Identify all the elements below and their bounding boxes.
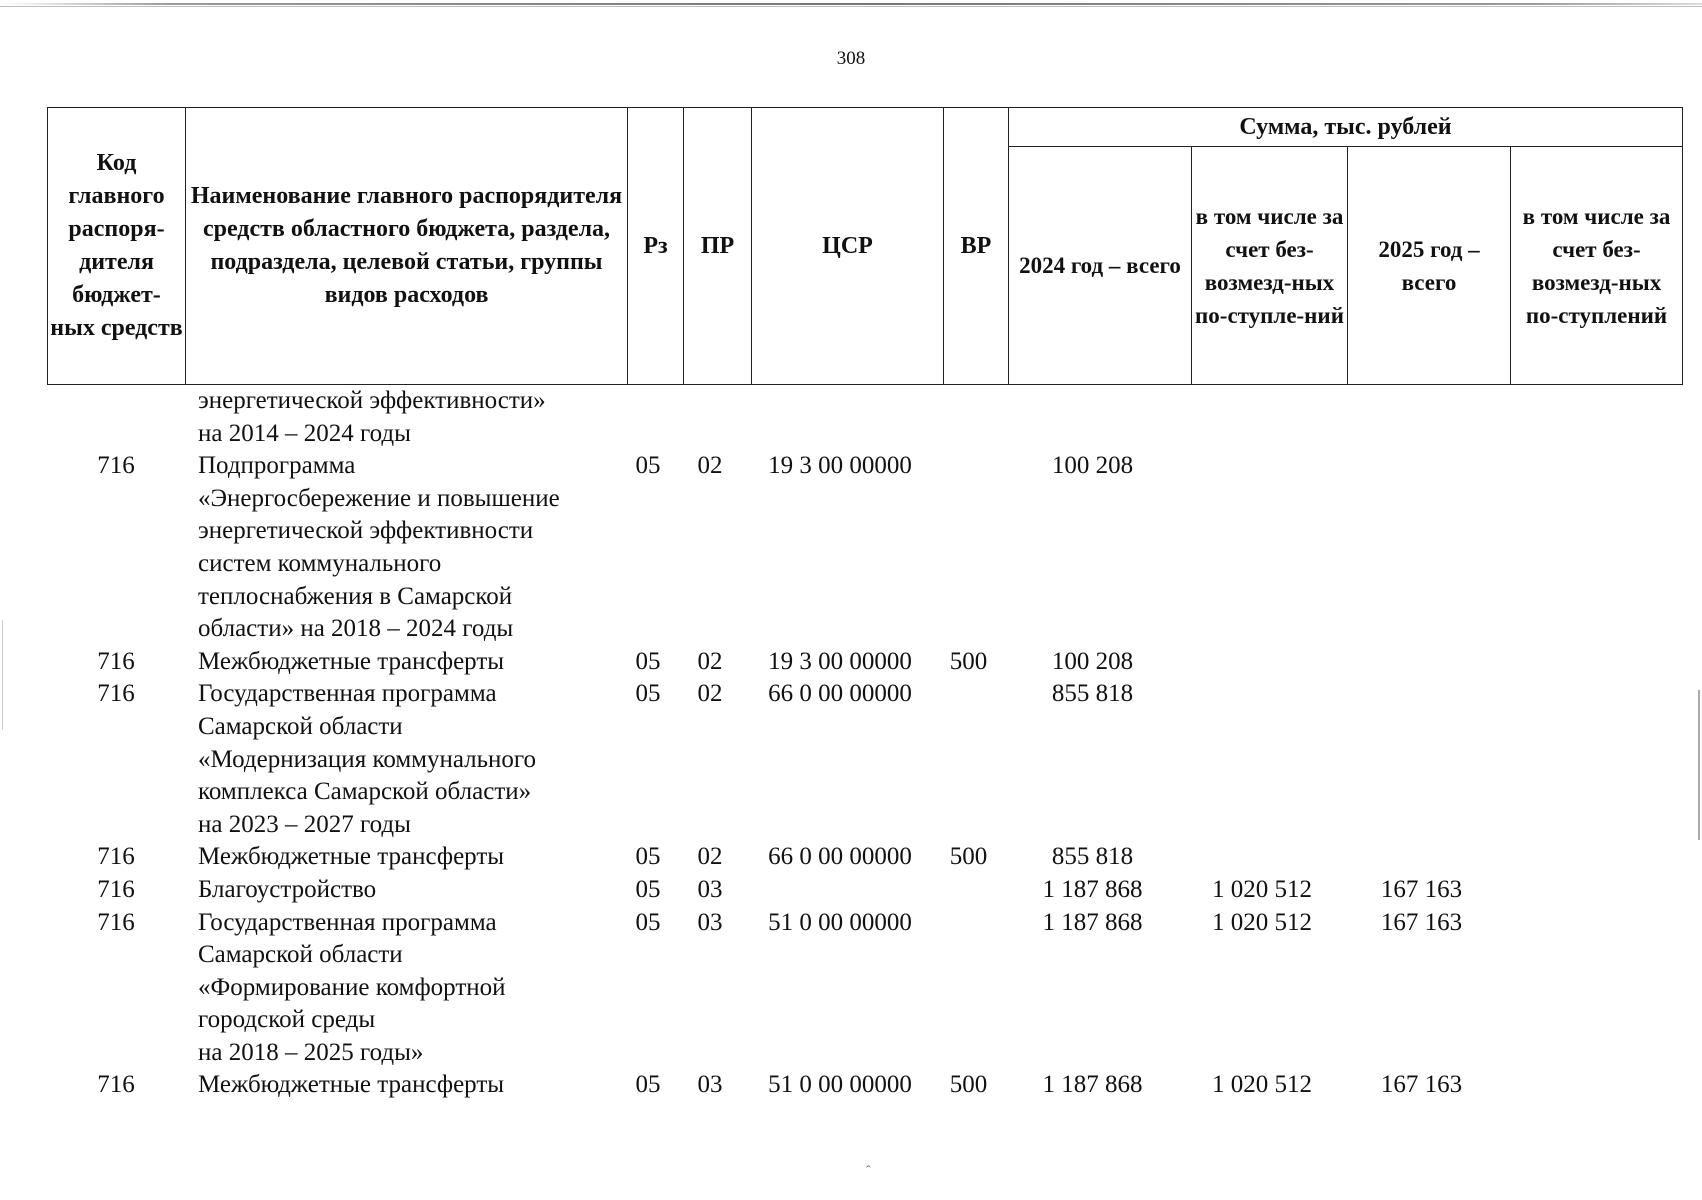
scan-artifact-top-thin (0, 6, 1702, 7)
cell-csr (744, 874, 936, 907)
cell-csr: 19 3 00 00000 (768, 452, 912, 480)
table-row (47, 385, 1682, 450)
cell-code: 716 (97, 680, 135, 708)
name-line: на 2014 – 2024 годы (198, 419, 411, 447)
cell-grants-2024: 1 020 512 (1212, 875, 1312, 903)
cell-sum-2025: 167 163 (1380, 908, 1463, 936)
cell-grants-2024: 1 020 512 (1212, 908, 1312, 936)
cell-vr (936, 385, 1001, 450)
cell-name (185, 874, 620, 907)
name-line: Благоустройство (198, 875, 377, 903)
cell-sum-2024: 1 187 868 (1042, 875, 1143, 903)
cell-pr: 02 (697, 647, 723, 675)
scan-speck: ˆ (866, 1164, 871, 1179)
cell-sum-2024: 855 818 (1051, 843, 1134, 871)
cell-name (185, 841, 620, 874)
name-line: систем коммунального (198, 549, 442, 577)
cell-grants-2024 (1184, 678, 1340, 841)
cell-name (185, 907, 620, 1070)
name-line: Государственная программа (198, 908, 497, 936)
table-row (47, 646, 1682, 679)
cell-code (47, 385, 185, 450)
cell-code: 716 (97, 647, 135, 675)
cell-csr: 19 3 00 00000 (768, 647, 912, 675)
cell-vr: 500 (949, 1071, 988, 1099)
cell-rz: 05 (635, 843, 661, 871)
cell-csr: 51 0 00 00000 (768, 908, 912, 936)
name-line: «Модернизация коммунального (198, 745, 537, 773)
cell-sum-2024: 1 187 868 (1042, 908, 1143, 936)
cell-sum-2025 (1340, 646, 1503, 679)
cell-code: 716 (97, 1071, 135, 1099)
cell-grants-2025 (1503, 385, 1675, 450)
name-line: Межбюджетные трансферты (198, 647, 505, 675)
header-rz: Рз (628, 108, 684, 385)
cell-sum-2025: 167 163 (1380, 1071, 1463, 1099)
cell-sum-2025: 167 163 (1380, 875, 1463, 903)
header-csr: ЦСР (752, 108, 944, 385)
header-2024-grants: в том числе за счет без-возмезд-ных по-ступле-ний (1192, 147, 1348, 385)
cell-grants-2024 (1184, 841, 1340, 874)
cell-rz: 05 (635, 452, 661, 480)
cell-sum-2025 (1340, 841, 1503, 874)
name-line: Межбюджетные трансферты (198, 843, 505, 871)
cell-sum-2025 (1340, 385, 1503, 450)
cell-sum-2025 (1340, 678, 1503, 841)
header-sum-title: Сумма, тыс. рублей (1009, 108, 1683, 147)
header-2024-total: 2024 год – всего (1009, 147, 1192, 385)
cell-code: 716 (97, 843, 135, 871)
table-row (47, 678, 1682, 841)
cell-grants-2025 (1503, 678, 1675, 841)
header-pr: ПР (684, 108, 752, 385)
table-row (47, 907, 1682, 1070)
cell-vr (936, 874, 1001, 907)
cell-pr: 03 (697, 875, 723, 903)
name-line: теплоснабжения в Самарской (198, 582, 513, 610)
cell-rz: 05 (635, 680, 661, 708)
cell-name (185, 385, 620, 450)
cell-vr (936, 907, 1001, 1070)
cell-grants-2024 (1184, 450, 1340, 646)
name-line: энергетической эффективности» (198, 387, 546, 414)
table-row (47, 841, 1682, 874)
cell-grants-2025 (1503, 874, 1675, 907)
cell-sum-2024: 1 187 868 (1042, 1071, 1143, 1099)
cell-grants-2024: 1 020 512 (1212, 1071, 1312, 1099)
cell-code: 716 (97, 875, 135, 903)
cell-sum-2024 (1001, 385, 1184, 450)
cell-grants-2025 (1503, 1069, 1675, 1102)
table-row (47, 874, 1682, 907)
scan-artifact-right (1698, 690, 1700, 840)
name-line: области» на 2018 – 2024 годы (198, 615, 514, 643)
cell-pr: 02 (697, 843, 723, 871)
name-line: энергетической эффективности (198, 517, 534, 545)
cell-vr (936, 678, 1001, 841)
cell-grants-2025 (1503, 841, 1675, 874)
cell-sum-2025 (1340, 450, 1503, 646)
cell-sum-2024: 100 208 (1051, 647, 1134, 675)
cell-grants-2024 (1184, 646, 1340, 679)
page-number: 308 (836, 48, 866, 69)
cell-code: 716 (97, 908, 135, 936)
table-row (47, 1069, 1682, 1102)
cell-name (185, 1069, 620, 1102)
cell-rz: 05 (635, 908, 661, 936)
cell-vr: 500 (949, 647, 988, 675)
cell-pr: 02 (697, 452, 723, 480)
name-line: на 2023 – 2027 годы (198, 810, 411, 838)
name-line: Самарской области (198, 712, 403, 740)
scan-artifact-left (2, 620, 3, 730)
cell-grants-2024 (1184, 385, 1340, 450)
cell-grants-2025 (1503, 646, 1675, 679)
scan-artifact-top (0, 3, 1702, 5)
cell-rz (620, 385, 676, 450)
cell-csr (744, 385, 936, 450)
name-line: Подпрограмма (198, 452, 356, 480)
cell-csr: 66 0 00 00000 (768, 843, 912, 871)
cell-csr: 51 0 00 00000 (768, 1071, 912, 1099)
cell-rz: 05 (635, 647, 661, 675)
cell-code: 716 (97, 452, 135, 480)
cell-csr: 66 0 00 00000 (768, 680, 912, 708)
name-line: Межбюджетные трансферты (198, 1071, 505, 1099)
name-line: «Формирование комфортной (198, 973, 506, 1001)
header-name: Наименование главного распорядителя средств областного бюджета, раздела, подраздела, целевой статьи, группы видов расходов (186, 108, 628, 385)
header-vr: ВР (944, 108, 1009, 385)
name-line: комплекса Самарской области» (198, 778, 532, 806)
cell-vr (936, 450, 1001, 646)
cell-name (185, 646, 620, 679)
cell-pr (676, 385, 744, 450)
header-2025-total: 2025 год – всего (1348, 147, 1511, 385)
cell-vr: 500 (949, 843, 988, 871)
table-body (47, 385, 1682, 1102)
header-code: Код главного распоря-дителя бюджет-ных средств (48, 108, 186, 385)
cell-name (185, 678, 620, 841)
name-line: «Энергосбережение и повышение (198, 484, 560, 512)
name-line: Государственная программа (198, 680, 497, 708)
name-line: городской среды (198, 1006, 376, 1034)
cell-rz: 05 (635, 875, 661, 903)
table-header (47, 107, 1683, 385)
cell-sum-2024: 855 818 (1051, 680, 1134, 708)
cell-rz: 05 (635, 1071, 661, 1099)
cell-pr: 02 (697, 680, 723, 708)
cell-sum-2024: 100 208 (1051, 452, 1134, 480)
name-line: Самарской области (198, 941, 403, 969)
cell-name (185, 450, 620, 646)
cell-grants-2025 (1503, 907, 1675, 1070)
table-row (47, 450, 1682, 646)
name-line: на 2018 – 2025 годы» (198, 1038, 424, 1066)
cell-pr: 03 (697, 1071, 723, 1099)
header-2025-grants: в том числе за счет без-возмезд-ных по-ступлений (1511, 147, 1683, 385)
cell-grants-2025 (1503, 450, 1675, 646)
cell-pr: 03 (697, 908, 723, 936)
